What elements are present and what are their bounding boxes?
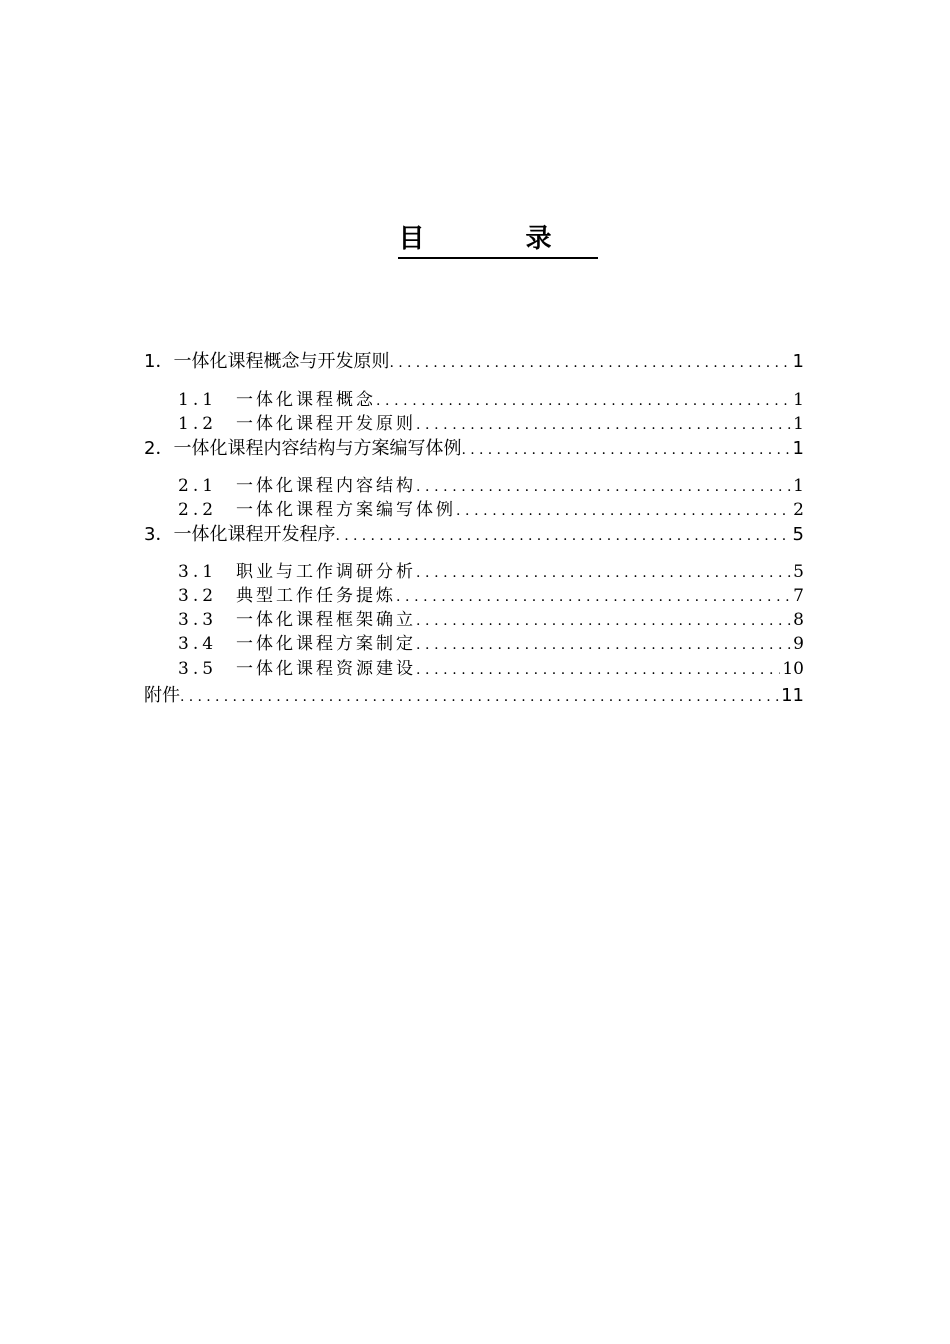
toc-dot-leader	[456, 500, 791, 522]
toc-dot-leader	[416, 414, 791, 436]
toc-entry-number: 3.2	[178, 586, 218, 606]
toc-entry-number: 3.3	[178, 610, 218, 630]
toc-entry-1-1[interactable]	[178, 389, 804, 411]
toc-entry-3-2[interactable]	[178, 585, 804, 607]
toc-entry-2[interactable]	[144, 437, 804, 461]
toc-entry-number: 1．	[144, 351, 174, 372]
toc-entry-label: 一体化课程开发原则	[236, 414, 416, 434]
toc-entry-3-1[interactable]	[178, 561, 804, 583]
toc-entry-page: 1	[793, 476, 804, 496]
toc-entry-number: 2．	[144, 438, 174, 459]
toc-entry-2-1[interactable]	[178, 475, 804, 497]
toc-dot-leader	[396, 586, 791, 608]
toc-entry-number: 1.1	[178, 390, 218, 410]
toc-dot-leader	[376, 390, 791, 412]
toc-entry-3-3[interactable]	[178, 609, 804, 631]
toc-entry-label: 一体化课程开发程序	[173, 524, 336, 545]
toc-entry-label: 一体化课程资源建设	[236, 659, 416, 679]
toc-dot-leader	[416, 659, 780, 681]
toc-dot-leader	[416, 610, 791, 632]
toc-entry-label: 一体化课程概念与开发原则	[173, 351, 390, 372]
toc-dot-leader	[461, 438, 790, 462]
toc-entry-label: 附件	[144, 685, 180, 706]
toc-entry-number: 3.4	[178, 634, 218, 654]
toc-entry-page: 10	[782, 659, 804, 679]
toc-entry-label: 一体化课程方案制定	[236, 634, 416, 654]
toc-entry-page: 2	[793, 500, 804, 520]
toc-entry-number: 1.2	[178, 414, 218, 434]
toc-entry-3-4[interactable]	[178, 633, 804, 655]
toc-entry-label: 一体化课程内容结构与方案编写体例	[173, 438, 462, 459]
toc-dot-leader	[180, 685, 779, 709]
toc-entry-page: 8	[793, 610, 804, 630]
toc-entry-page: 7	[793, 586, 804, 606]
toc-dot-leader	[416, 562, 791, 584]
toc-entry-page: 1	[792, 351, 804, 372]
toc-dot-leader	[389, 351, 790, 375]
toc-dot-leader	[335, 524, 790, 548]
toc-entry-3-5[interactable]	[178, 658, 804, 680]
toc-dot-leader	[416, 634, 791, 656]
toc-entry-3[interactable]	[144, 523, 804, 547]
toc-entry-label: 一体化课程框架确立	[236, 610, 416, 630]
toc-entry-label: 典型工作任务提炼	[236, 586, 396, 606]
toc-entry-page: 5	[793, 562, 804, 582]
toc-entry-page: 11	[781, 685, 804, 706]
toc-entry-number: 2.1	[178, 476, 218, 496]
toc-entry-page: 1	[792, 438, 804, 459]
toc-entry-label: 一体化课程方案编写体例	[236, 500, 456, 520]
toc-entry-number: 3．	[144, 524, 174, 545]
toc-title-text: 目 录	[398, 222, 597, 259]
toc-entry-number: 3.5	[178, 659, 218, 679]
toc-entry-label: 一体化课程内容结构	[236, 476, 416, 496]
toc-entry-1-2[interactable]	[178, 413, 804, 435]
toc-entry-1[interactable]	[144, 350, 804, 374]
toc-entry-page: 9	[793, 634, 804, 654]
toc-entry-page: 1	[793, 414, 804, 434]
toc-entry-label: 一体化课程概念	[236, 390, 376, 410]
toc-entry-2-2[interactable]	[178, 499, 804, 521]
toc-entry-page: 1	[793, 390, 804, 410]
toc-entry-number: 3.1	[178, 562, 218, 582]
toc-entry-appendix[interactable]	[144, 684, 804, 708]
toc-entry-number: 2.2	[178, 500, 218, 520]
toc-dot-leader	[416, 476, 791, 498]
toc-entry-page: 5	[792, 524, 804, 545]
toc-entry-label: 职业与工作调研分析	[236, 562, 416, 582]
